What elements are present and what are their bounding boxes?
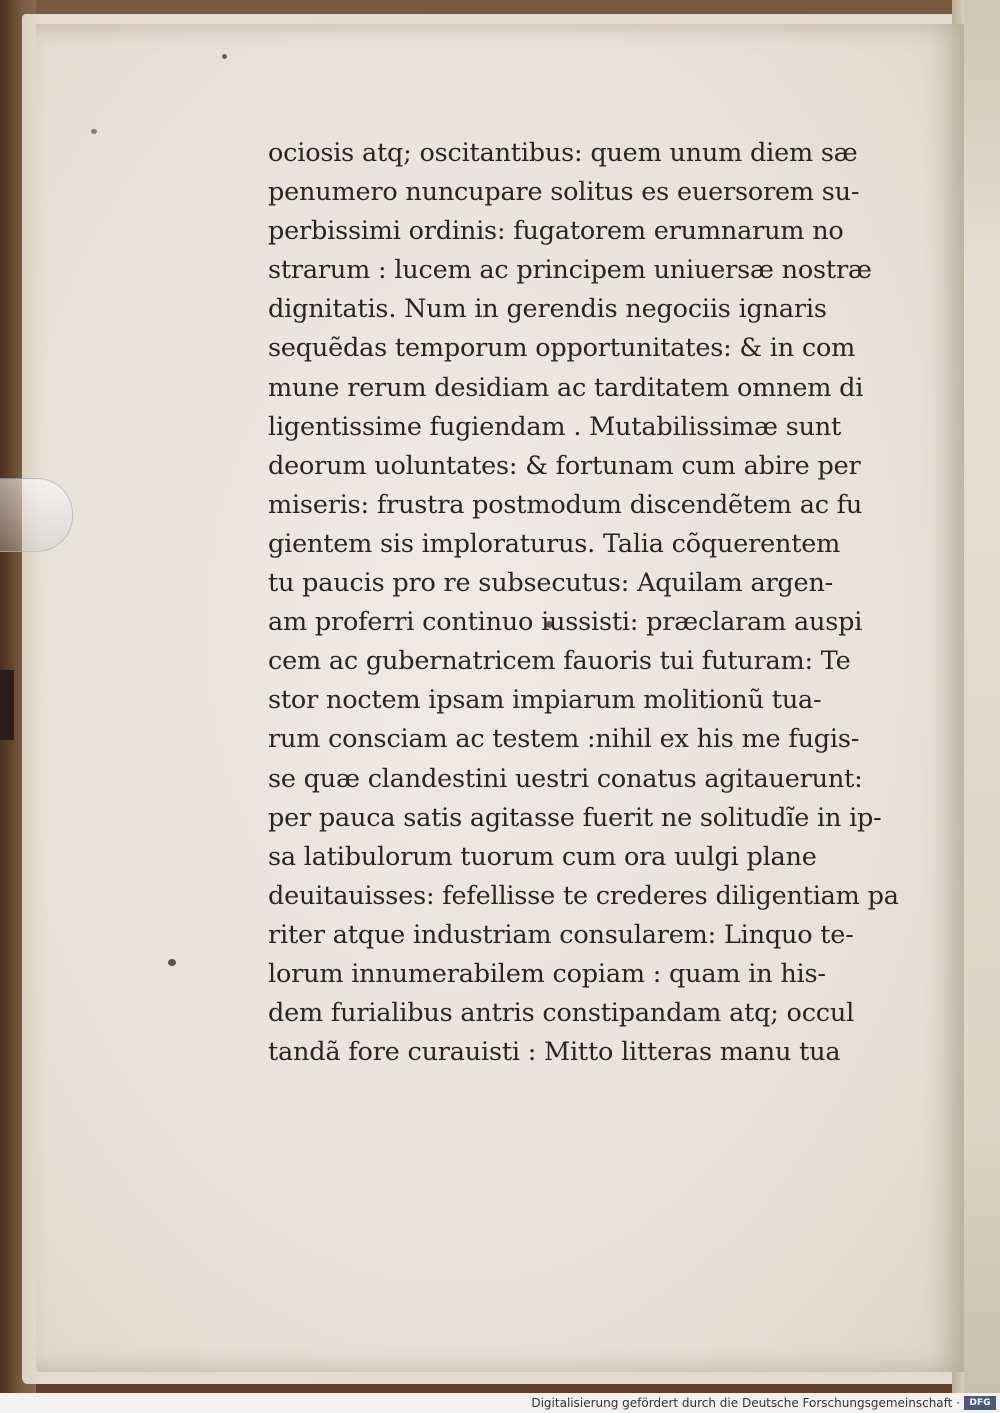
text-line: mune rerum desidiam ac tarditatem omnem di <box>268 372 864 403</box>
printed-text <box>268 134 899 1072</box>
paper-spot <box>168 959 176 966</box>
text-line: riter atque industriam consularem: Linquo te- <box>268 919 854 950</box>
facing-page-edge <box>964 0 1000 1393</box>
text-line: sequẽdas temporum opportunitates: & in com <box>268 333 856 364</box>
text-line: ligentissime fugiendam . Mutabilissimæ sunt <box>268 411 842 442</box>
text-line: dem furialibus antris constipandam atq; occul <box>268 998 855 1029</box>
funding-credit: Digitalisierung gefördert durch die Deutsche Forschungsgemeinschaft · <box>531 1396 960 1410</box>
page-clip <box>0 478 73 552</box>
text-line: strarum : lucem ac principem uniuersæ nostræ <box>268 255 872 286</box>
text-line: cem ac gubernatricem fauoris tui futuram: Te <box>268 646 851 677</box>
text-line: sa latibulorum tuorum cum ora uulgi plane <box>268 841 817 872</box>
text-line: stor noctem ipsam impiarum molitionũ tua- <box>268 685 822 716</box>
binding-tab <box>0 670 14 740</box>
text-line: dignitatis. Num in gerendis negociis ignaris <box>268 294 827 325</box>
text-line: tu paucis pro re subsecutus: Aquilam argen- <box>268 568 834 599</box>
text-line: se quæ clandestini uestri conatus agitauerunt: <box>268 763 863 794</box>
text-line: rum consciam ac testem :nihil ex his me fugis- <box>268 724 860 755</box>
text-line: per pauca satis agitasse fuerit ne solitudĩe in ip- <box>268 802 882 833</box>
text-line: am proferri continuo iussisti: præclaram auspi <box>268 607 863 638</box>
footer-bar <box>0 1393 1000 1413</box>
text-line: ociosis atq; oscitantibus: quem unum diem sæ <box>268 138 858 168</box>
text-line: penumero nuncupare solitus es euersorem su- <box>268 177 860 208</box>
text-line: deorum uoluntates: & fortunam cum abire per <box>268 450 861 481</box>
text-line: deuitauisses: fefellisse te crederes diligentiam pa <box>268 880 899 911</box>
dfg-logo: DFG <box>964 1396 996 1410</box>
text-line: tandã fore curauisti : Mitto litteras manu tua <box>268 1037 841 1068</box>
paper-spot <box>222 54 227 59</box>
text-line: gientem sis imploraturus. Talia cõquerentem <box>268 528 841 559</box>
text-line: miseris: frustra postmodum discendẽtem ac fu <box>268 489 863 520</box>
paper-spot <box>91 129 97 134</box>
text-line: perbissimi ordinis: fugatorem erumnarum no <box>268 216 844 247</box>
text-line: lorum innumerabilem copiam : quam in his- <box>268 958 826 989</box>
